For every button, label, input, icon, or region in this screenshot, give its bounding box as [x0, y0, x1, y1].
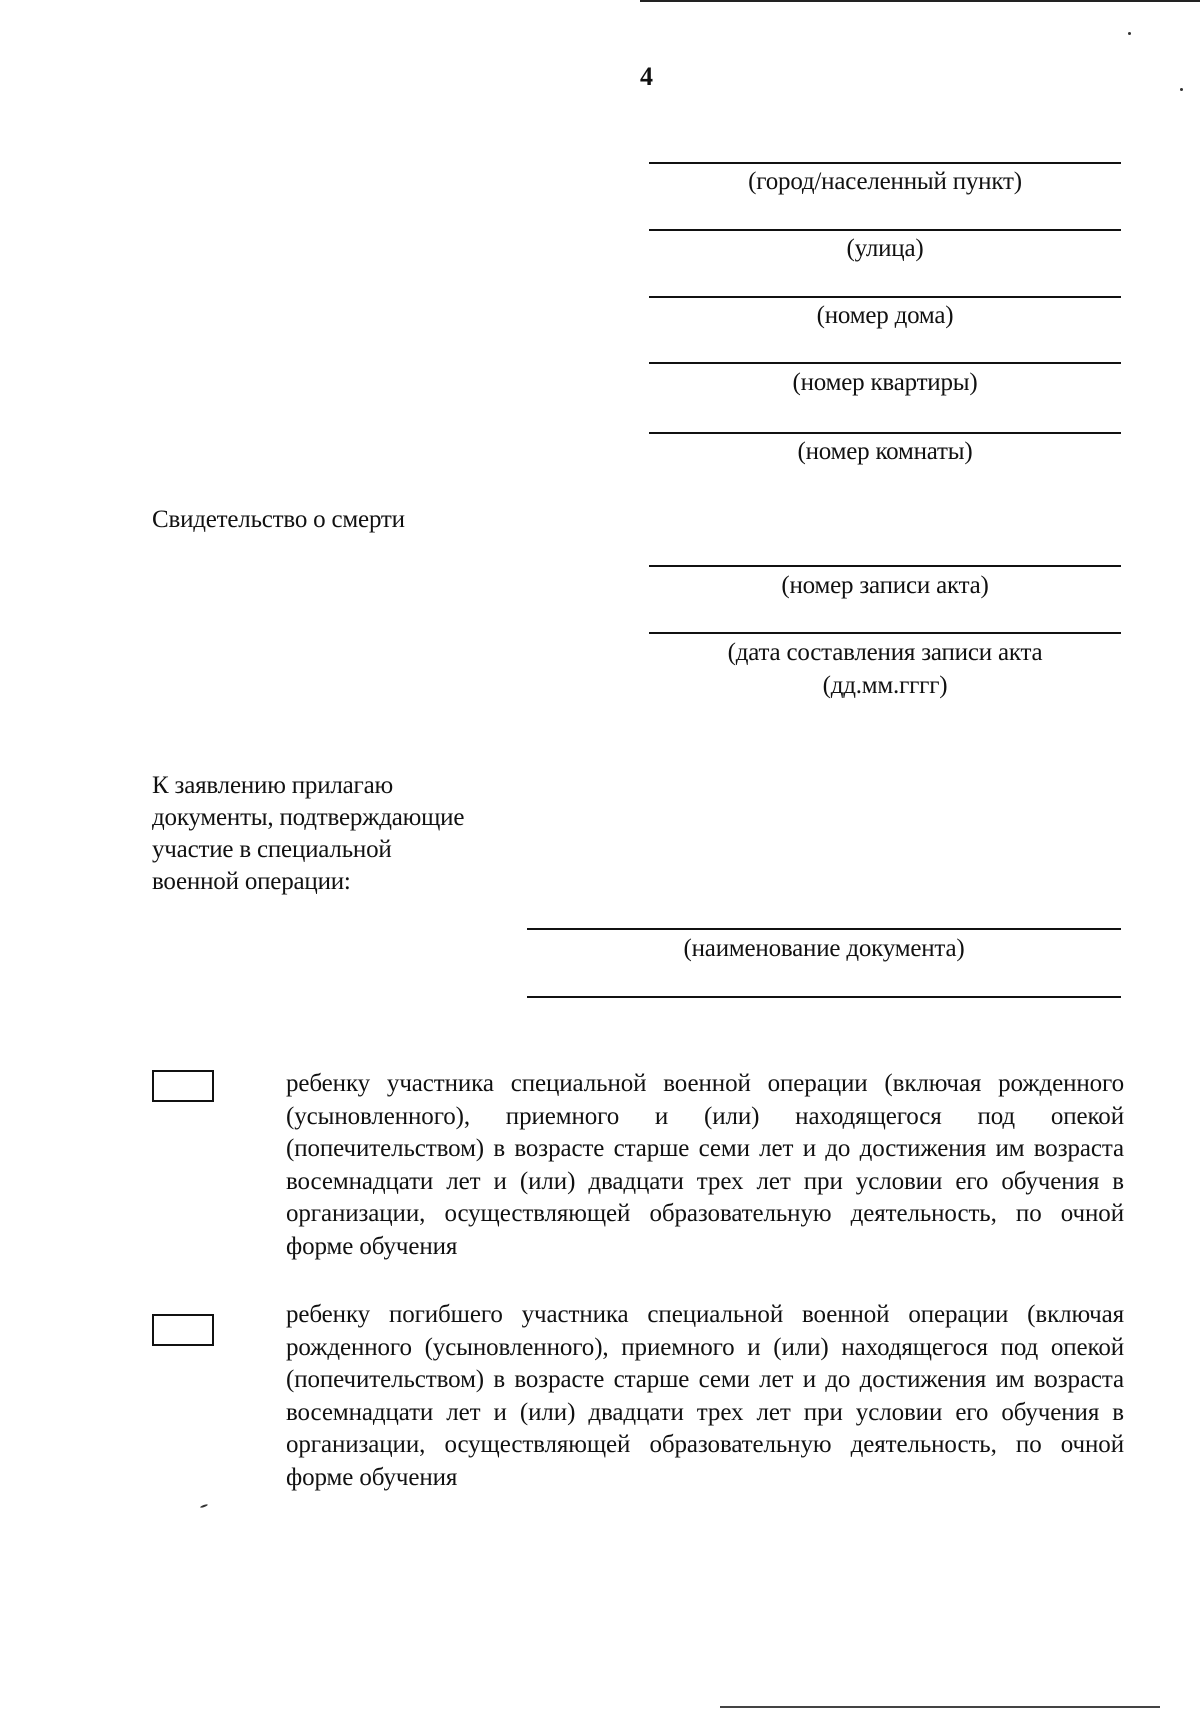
document-name-second-line[interactable]: [527, 996, 1121, 998]
option-2-checkbox[interactable]: [152, 1314, 214, 1346]
attachments-label-line-3: участие в специальной: [152, 836, 392, 863]
document-name-fill-line[interactable]: [527, 928, 1121, 930]
house-fill-line[interactable]: [649, 296, 1121, 298]
option-2-text: ребенку погибшего участника специальной военной операции (включая рожденного (усыновленного), приемного и (или) находящегося под опекой (попечительством) в возрасте старше семи лет и до достижения им возраста восемнадцати лет и (или) двадцати трех лет при условии его обучения в организации, осуществляющей образовательную деятельность, по очной форме обучения: [286, 1301, 1124, 1491]
city-caption: (город/населенный пункт): [748, 168, 1022, 195]
apartment-caption: (номер квартиры): [792, 369, 978, 396]
page-number: 4: [640, 62, 653, 91]
room-caption: (номер комнаты): [797, 438, 973, 465]
option-1-text: ребенку участника специальной военной операции (включая рожденного (усыновленного), приемного и (или) находящегося под опекой (попечительством) в возрасте старше семи лет и до достижения им возраста восемнадцати лет и (или) двадцати трех лет при условии его обучения в организации, осуществляющей образовательную деятельность, по очной форме обучения: [286, 1070, 1124, 1260]
attachments-label-line-4: военной операции:: [152, 868, 351, 895]
document-name-caption: (наименование документа): [683, 935, 965, 962]
attachments-label-line-1: К заявлению прилагаю: [152, 772, 393, 799]
scan-edge-line: [720, 1706, 1160, 1708]
street-fill-line[interactable]: [649, 229, 1121, 231]
death-certificate-label: Свидетельство о смерти: [152, 506, 405, 533]
record-number-caption: (номер записи акта): [781, 572, 989, 599]
record-number-fill-line[interactable]: [649, 565, 1121, 567]
record-date-fill-line[interactable]: [649, 632, 1121, 634]
room-fill-line[interactable]: [649, 432, 1121, 434]
street-caption: (улица): [846, 235, 924, 262]
option-1-checkbox[interactable]: [152, 1070, 214, 1102]
scan-speck: [1180, 88, 1183, 91]
apartment-fill-line[interactable]: [649, 362, 1121, 364]
house-caption: (номер дома): [816, 302, 954, 329]
attachments-label-line-2: документы, подтверждающие: [152, 804, 465, 831]
record-date-caption-line2: (дд.мм.гггг): [822, 672, 948, 699]
city-fill-line[interactable]: [649, 162, 1121, 164]
scan-speck: [200, 1504, 208, 1509]
record-date-caption-line1: (дата составления записи акта: [727, 639, 1043, 666]
scan-speck: [1128, 32, 1131, 35]
scan-edge-line: [640, 0, 1200, 2]
